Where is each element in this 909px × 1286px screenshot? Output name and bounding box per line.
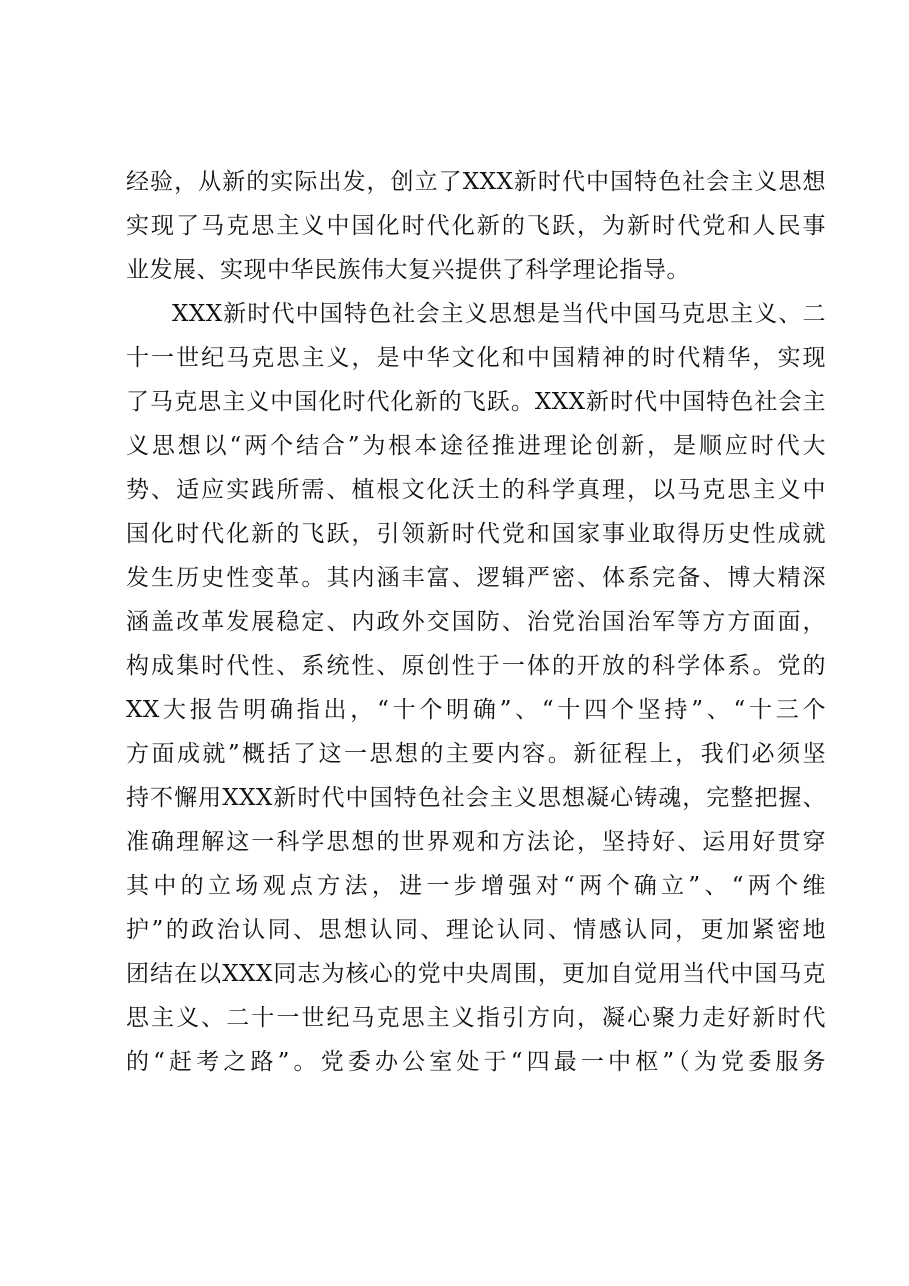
text-line: 了马克思主义中国化时代化新的飞跃。XXX新时代中国特色社会主 [126,389,826,415]
text-line: 义思想以“两个结合”为根本途径推进理论创新，是顺应时代大 [126,433,826,459]
text-line: 持不懈用XXX新时代中国特色社会主义思想凝心铸魂，完整把握、 [126,785,826,811]
text-line: 团结在以XXX同志为核心的党中央周围，更加自觉用当代中国马克 [126,961,826,987]
text-line: 护”的政治认同、思想认同、理论认同、情感认同，更加紧密地 [126,917,826,943]
text-line: XX大报告明确指出，“十个明确”、“十四个坚持”、“十三个 [126,697,826,723]
text-line: 国化时代化新的飞跃，引领新时代党和国家事业取得历史性成就 [126,521,826,547]
text-line: 构成集时代性、系统性、原创性于一体的开放的科学体系。党的 [126,653,826,679]
text-line: 势、适应实践所需、植根文化沃土的科学真理，以马克思主义中 [126,477,826,503]
body-text [126,160,826,1084]
text-line: 的“赶考之路”。党委办公室处于“四最一中枢”（为党委服务 [126,1049,826,1075]
paragraph-first-line: XXX新时代中国特色社会主义思想是当代中国马克思主义、二 [172,301,826,327]
text-line: 经验，从新的实际出发，创立了XXX新时代中国特色社会主义思想 [126,169,826,195]
text-line: 实现了马克思主义中国化时代化新的飞跃，为新时代党和人民事 [126,213,826,239]
text-line: 方面成就”概括了这一思想的主要内容。新征程上，我们必须坚 [126,741,826,767]
text-line: 发生历史性变革。其内涵丰富、逻辑严密、体系完备、博大精深 [126,565,826,591]
text-line: 涵盖改革发展稳定、内政外交国防、治党治国治军等方方面面， [126,609,826,635]
text-line: 其中的立场观点方法，进一步增强对“两个确立”、“两个维 [126,873,826,899]
text-line: 十一世纪马克思主义，是中华文化和中国精神的时代精华，实现 [126,345,826,371]
text-line: 思主义、二十一世纪马克思主义指引方向，凝心聚力走好新时代 [126,1005,826,1031]
text-line: 业发展、实现中华民族伟大复兴提供了科学理论指导。 [126,257,690,283]
text-line: 准确理解这一科学思想的世界观和方法论，坚持好、运用好贯穿 [126,829,826,855]
